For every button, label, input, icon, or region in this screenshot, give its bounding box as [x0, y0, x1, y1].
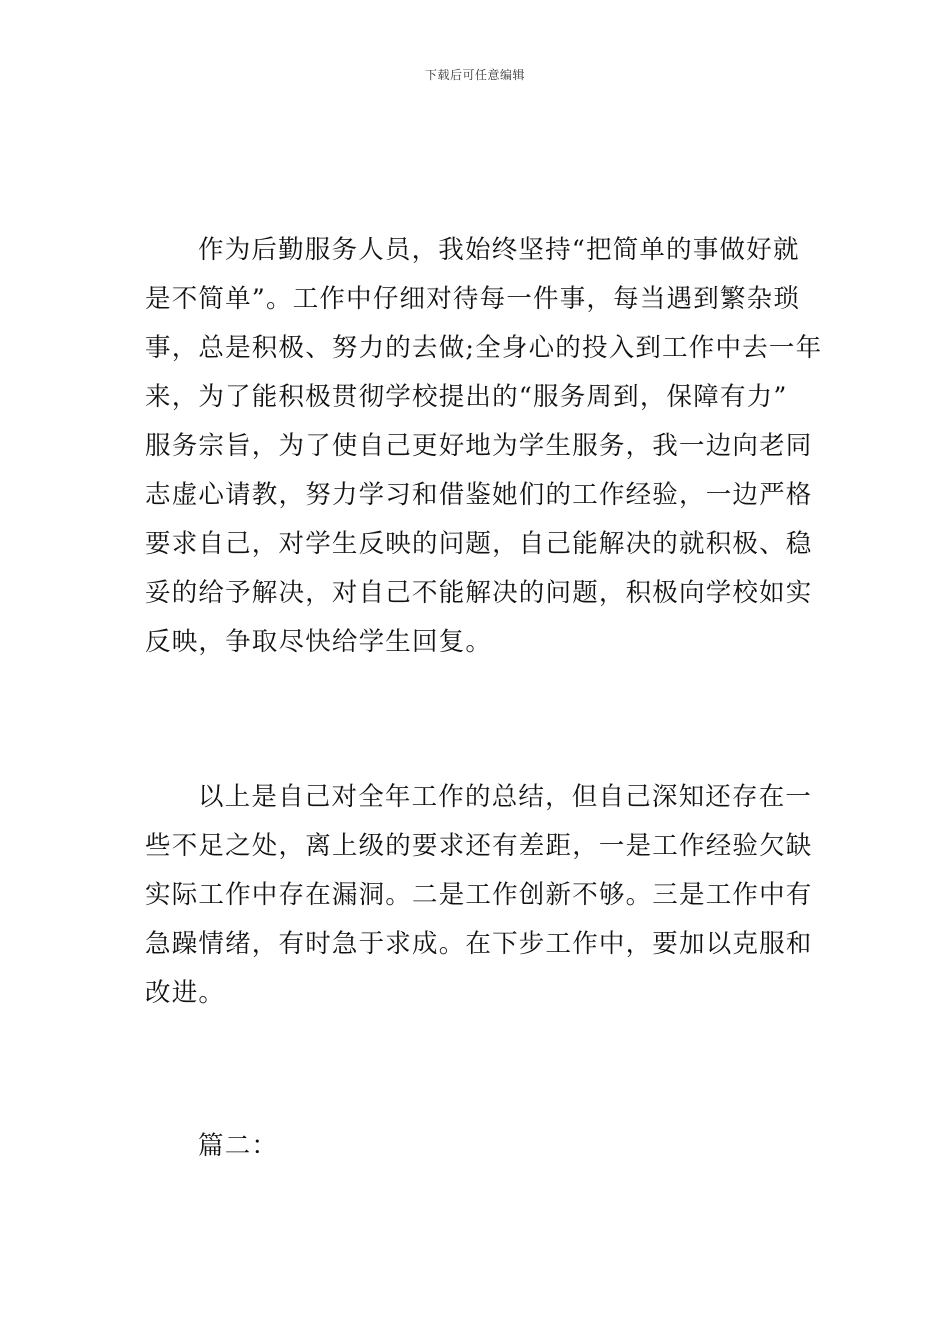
- paragraph-work-summary: [145, 226, 823, 667]
- paragraph-line: 要求自己，对学生反映的问题，自己能解决的就积极、稳: [145, 529, 813, 559]
- paragraph-line: 反映，争取尽快给学生回复。: [145, 627, 493, 657]
- page-header: 下载后可任意编辑: [424, 68, 525, 82]
- paragraph-line: 妥的给予解决，对自己不能解决的问题，积极向学校如实: [145, 578, 813, 608]
- paragraph-line: 服务宗旨，为了使自己更好地为学生服务，我一边向老同: [145, 431, 813, 461]
- paragraph-line: 作为后勤服务人员，我始终坚持“把简单的事做好就: [198, 235, 800, 265]
- paragraph-shortcomings: [145, 773, 813, 1018]
- paragraph-line: 急躁情绪，有时急于求成。在下步工作中，要加以克服和: [145, 929, 813, 959]
- section-heading-text: 篇二：: [198, 1131, 279, 1161]
- paragraph-line: 些不足之处，离上级的要求还有差距，一是工作经验欠缺: [145, 831, 813, 861]
- paragraph-line: 改进。: [145, 978, 226, 1008]
- paragraph-line: 来，为了能积极贯彻学校提出的“服务周到，保障有力”: [145, 382, 788, 412]
- paragraph-line: 事，总是积极、努力的去做;全身心的投入到工作中去一年: [145, 333, 823, 363]
- paragraph-line: 是不简单”。工作中仔细对待每一件事，每当遇到繁杂琐: [145, 284, 801, 314]
- paragraph-line: 实际工作中存在漏洞。二是工作创新不够。三是工作中有: [145, 880, 813, 910]
- paragraph-line: 志虚心请教，努力学习和借鉴她们的工作经验，一边严格: [145, 480, 813, 510]
- section-heading: [145, 1122, 810, 1171]
- paragraph-line: 以上是自己对全年工作的总结，但自己深知还存在一: [198, 782, 813, 812]
